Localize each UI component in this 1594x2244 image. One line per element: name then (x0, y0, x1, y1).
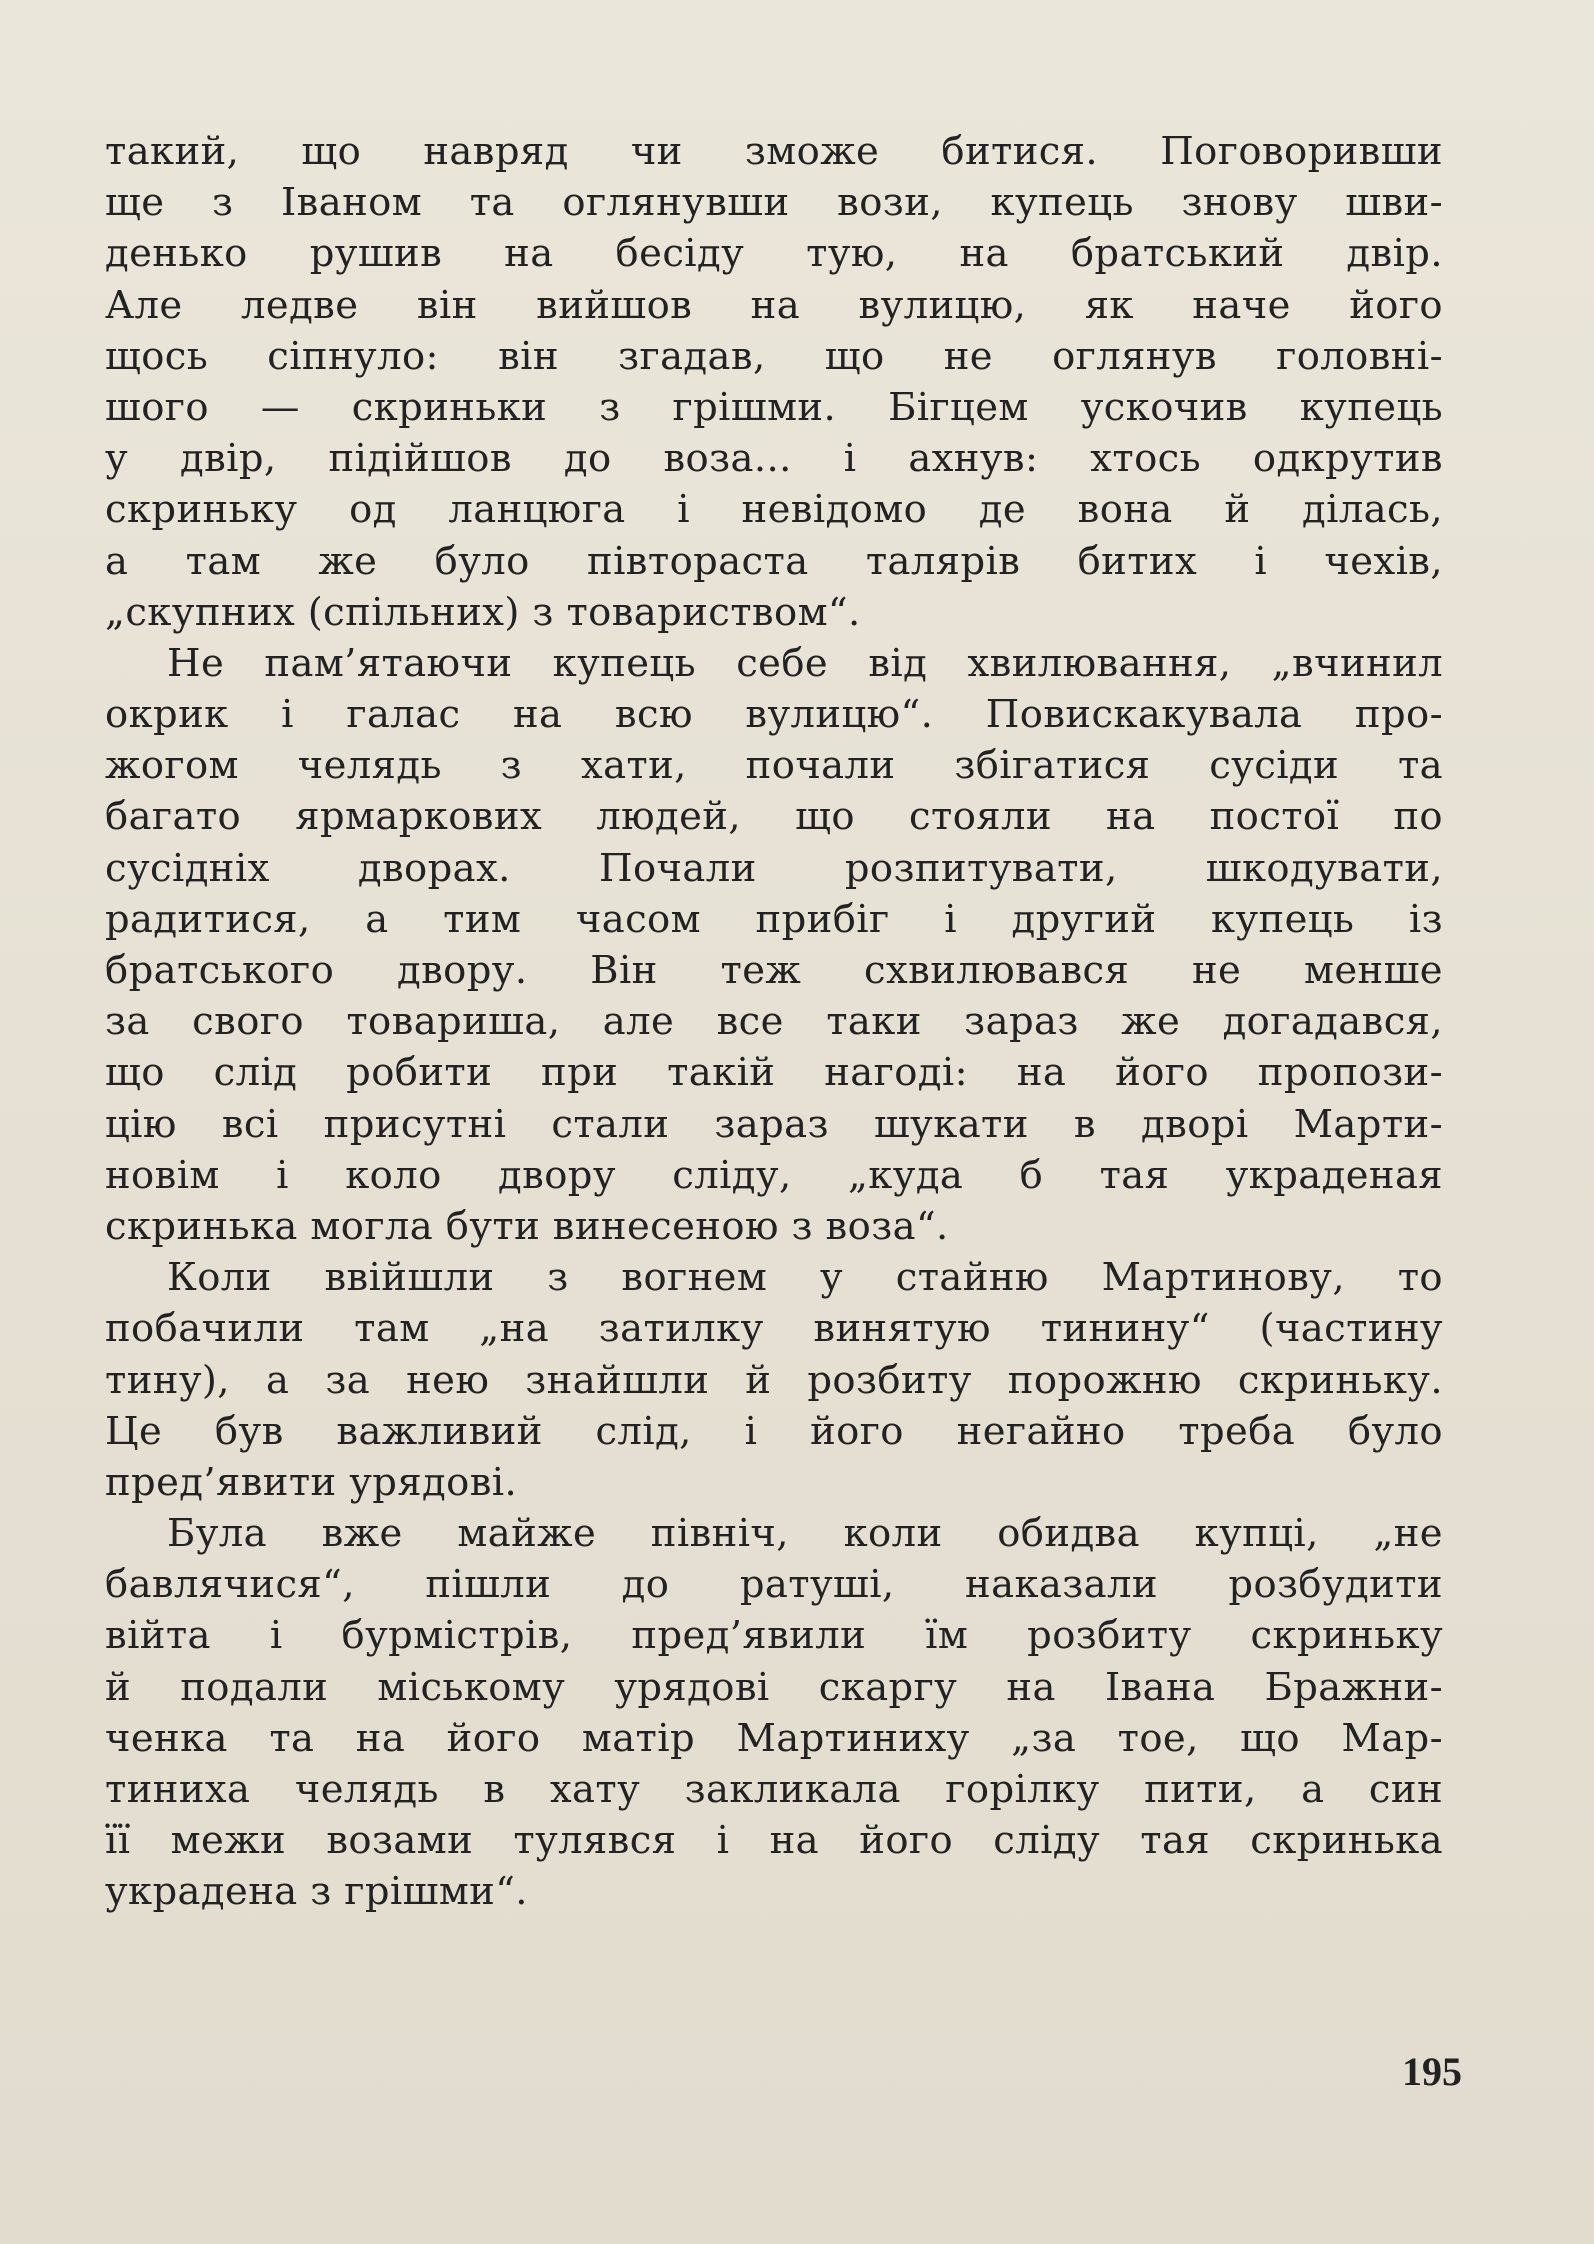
paragraph (105, 1252, 1443, 1508)
paragraph (105, 1508, 1443, 1918)
text-line: й подали міському урядові скаргу на Івана Бражни- (105, 1664, 1443, 1710)
text-line: ченка та на його матір Мартиниху „за тое, що Мар- (105, 1715, 1443, 1761)
paragraph (105, 126, 1443, 638)
text-line: братського двору. Він теж схвилювався не менше (105, 948, 1443, 993)
text-line: окрик і галас на всю вулицю“. Повискакувала про- (105, 692, 1443, 738)
text-line: Не пам’ятаючи купець себе від хвилювання, „вчинил (167, 640, 1443, 686)
text-line: денько рушив на бесіду тую, на братський двір. (105, 231, 1443, 277)
text-line: Була вже майже північ, коли обидва купці, „не (167, 1511, 1443, 1557)
text-line: що слід робити при такій нагоді: на його пропози- (105, 1050, 1443, 1096)
text-line: тиниха челядь в хату закликала горілку пити, а син (105, 1767, 1443, 1812)
text-line: бавлячися“, пішли до ратуші, наказали розбудити (105, 1562, 1443, 1608)
text-line: сусідніх дворах. Почали розпитувати, шкодувати, (105, 845, 1443, 891)
body-text (105, 126, 1443, 1918)
text-line: а там же було півтораста талярів битих і чехів, (105, 538, 1443, 584)
text-line: скринька могла бути винесеною з воза“. (105, 1203, 949, 1249)
text-line: Але ледве він вийшов на вулицю, як наче його (105, 282, 1443, 328)
text-line: Коли ввійшли з вогнем у стайню Мартинову, то (167, 1255, 1443, 1301)
text-line: багато ярмаркових людей, що стояли на постої по (105, 794, 1443, 840)
text-line: жогом челядь з хати, почали збігатися сусіди та (105, 743, 1443, 789)
text-line: такий, що навряд чи зможе битися. Поговоривши (105, 129, 1443, 174)
text-line: її межи возами тулявся і на його сліду тая скринька (105, 1818, 1443, 1864)
text-line: у двір, підійшов до воза... і ахнув: хтось одкрутив (105, 436, 1443, 482)
text-line: тину), а за нею знайшли й розбиту порожню скриньку. (105, 1357, 1443, 1403)
text-line: за свого товариша, але все таки зараз же догадався, (105, 999, 1443, 1045)
text-line: ще з Іваном та оглянувши вози, купець знову шви- (105, 180, 1443, 226)
text-line: украдена з грішми“. (105, 1869, 528, 1915)
text-line: новім і коло двору сліду, „куда б тая украденая (105, 1152, 1443, 1198)
text-line: пред’явити урядові. (105, 1459, 518, 1505)
text-line: скриньку од ланцюга і невідомо де вона й ділась, (105, 487, 1443, 533)
text-line: Це був важливий слід, і його негайно треба було (105, 1408, 1443, 1454)
page-number: 195 (1402, 2049, 1462, 2094)
text-line: шого — скриньки з грішми. Бігцем ускочив купець (105, 384, 1443, 430)
text-line: щось сіпнуло: він згадав, що не оглянув головні- (105, 333, 1443, 379)
text-line: „скупних (спільних) з товариством“. (105, 589, 861, 635)
text-line: цію всі присутні стали зараз шукати в дворі Марти- (105, 1101, 1443, 1147)
text-line: побачили там „на затилку винятую тинину“ (частину (105, 1306, 1443, 1352)
text-line: війта і бурмістрів, пред’явили їм розбиту скриньку (105, 1613, 1443, 1659)
paragraph (105, 638, 1443, 1252)
text-line: радитися, а тим часом прибіг і другий купець із (105, 896, 1443, 942)
